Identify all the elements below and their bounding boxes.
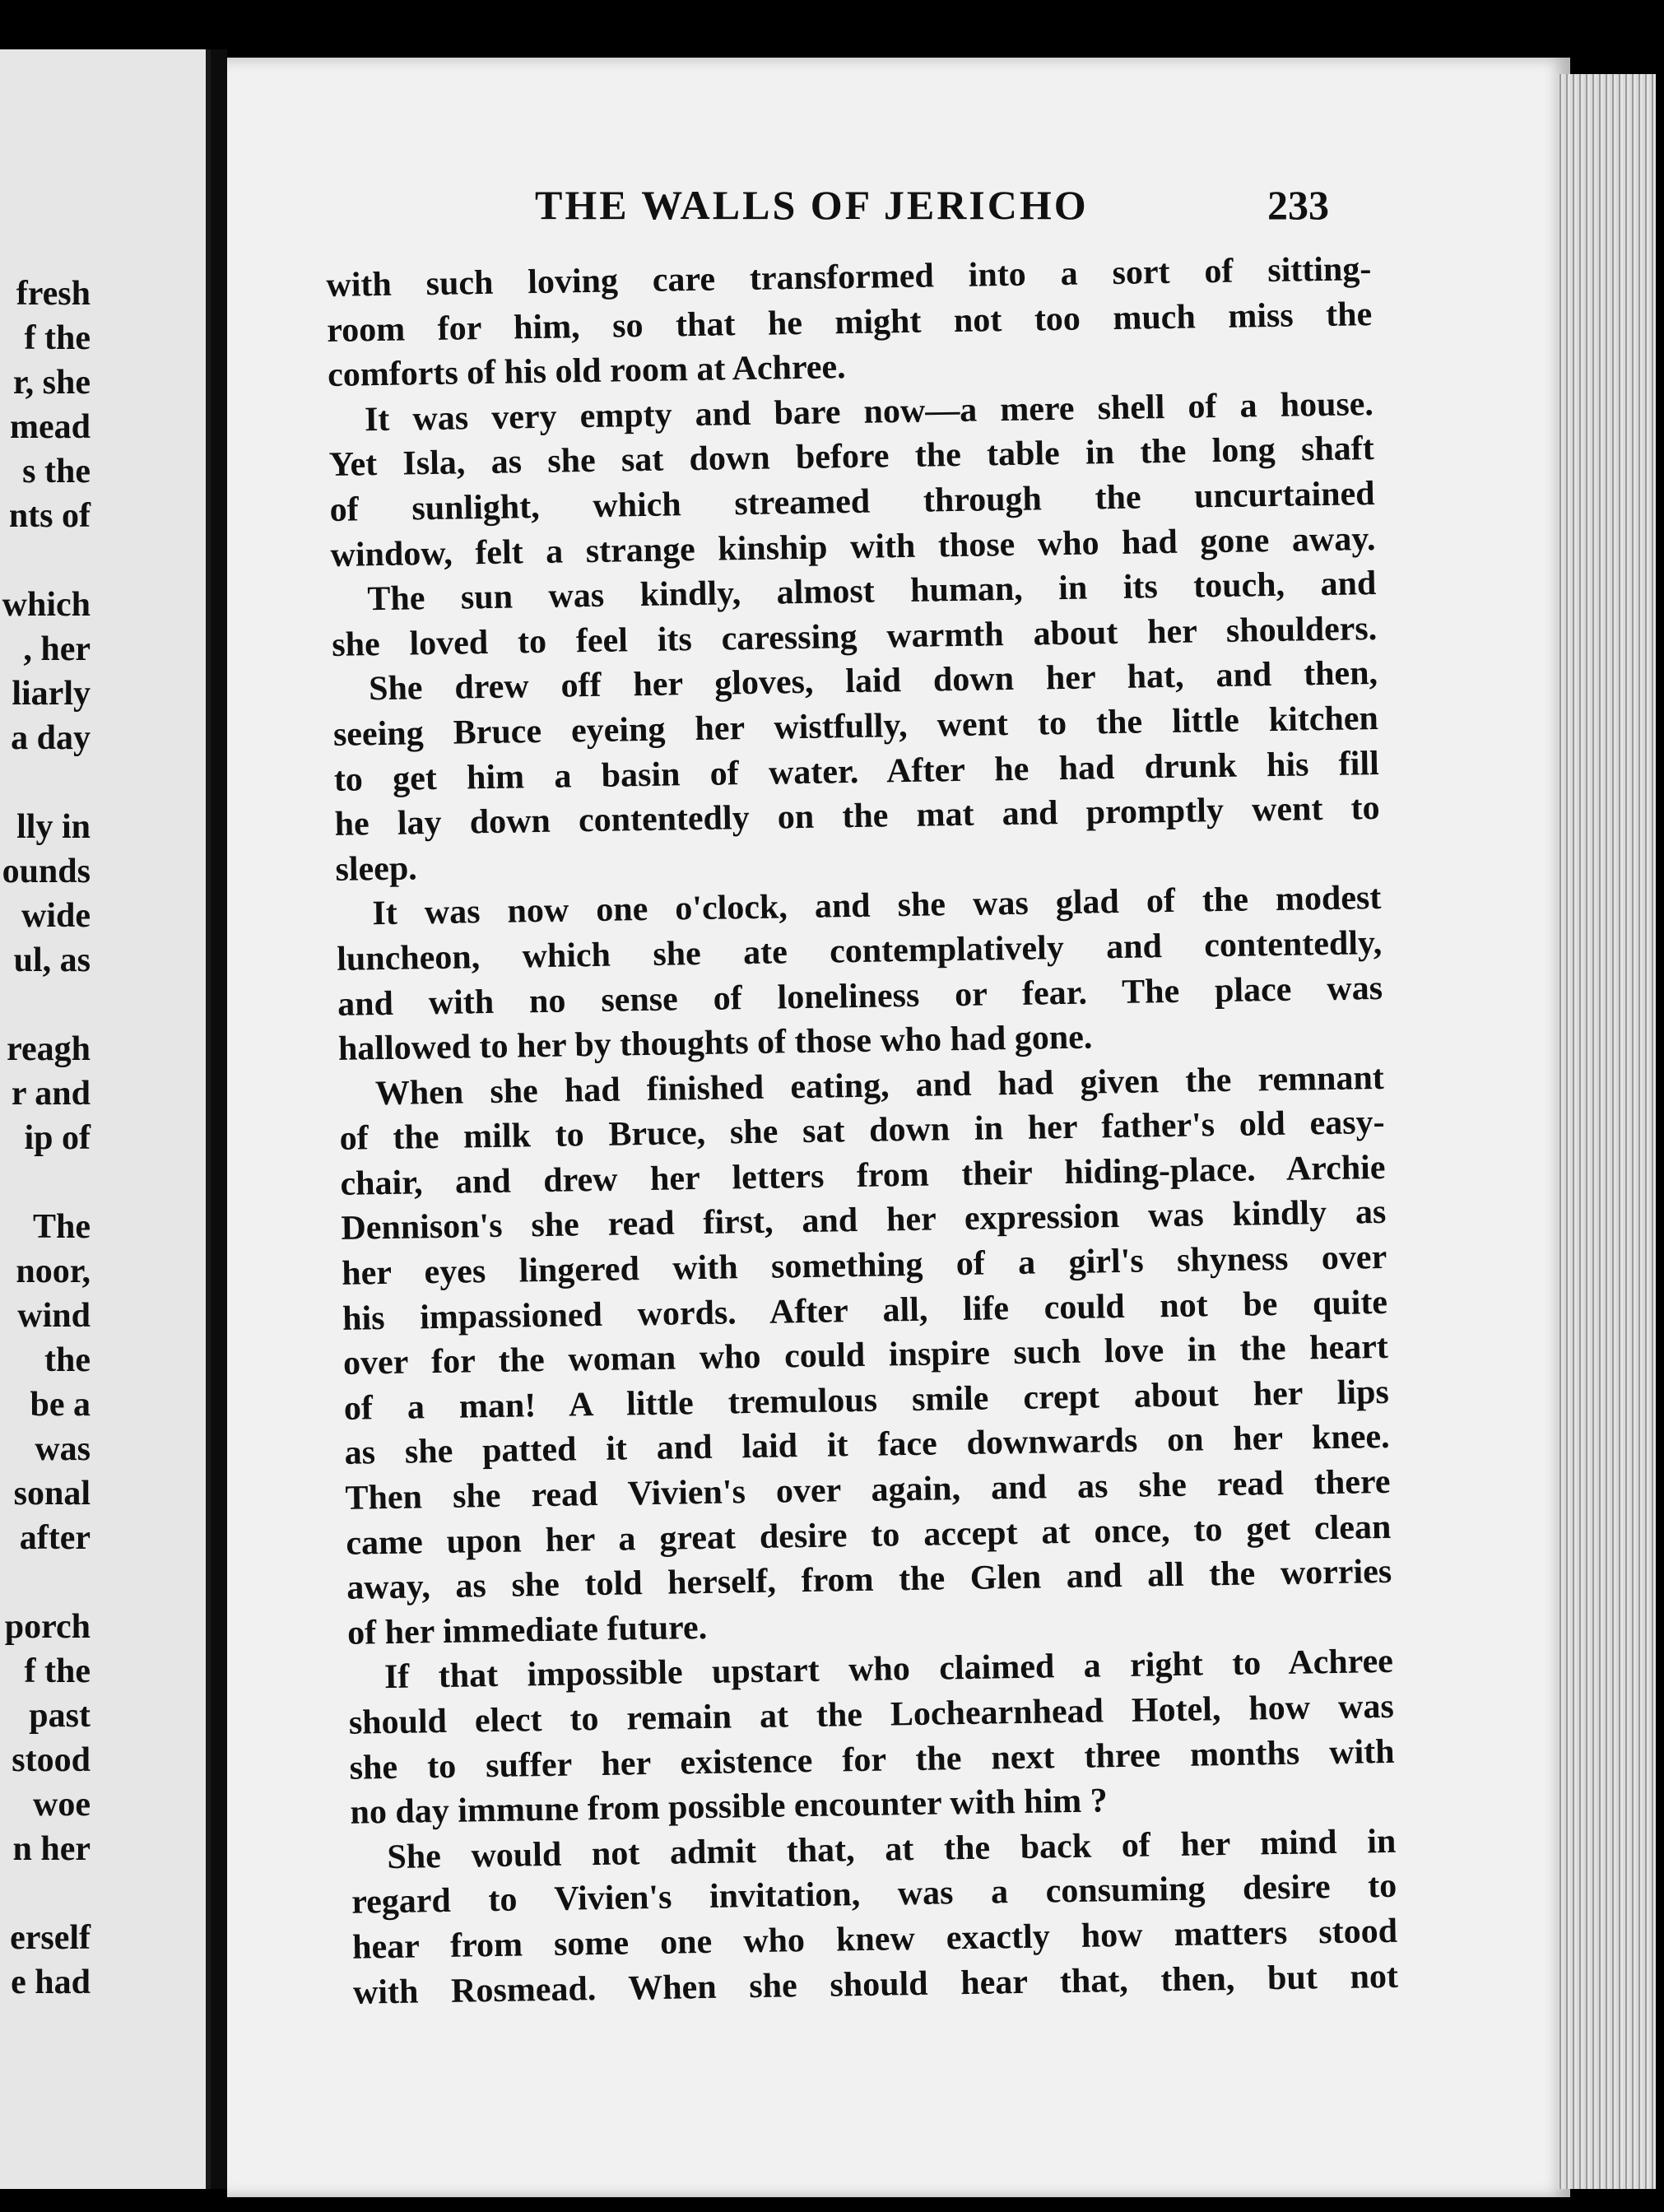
page-edges [1557, 74, 1656, 2189]
left-page-line: the [44, 1341, 91, 1379]
left-page-line: stood [12, 1741, 91, 1779]
text-line: window, felt a strange kinship with those who had gone away. [330, 519, 1376, 574]
left-page-line: f the [24, 319, 91, 357]
text-line: she loved to feel its caressing warmth about her shoulders. [331, 609, 1378, 664]
left-page-line: fresh [16, 275, 91, 313]
text-line: no day immune from possible encounter with him ? [350, 1782, 1109, 1832]
left-page-line: sonal [13, 1475, 91, 1513]
left-page-line: ip of [24, 1119, 91, 1157]
text-line: his impassioned words. After all, life could not be quite [342, 1283, 1388, 1338]
page-number: 233 [1267, 182, 1329, 228]
text-line: Yet Isla, as she sat down before the table in the long shaft [328, 430, 1375, 485]
text-line: he lay down contentedly on the mat and promptly went to [334, 789, 1380, 844]
left-page-line: lly in [16, 808, 91, 846]
text-line: She would not admit that, at the back of her mind in [387, 1822, 1397, 1876]
left-page-line: ul, as [13, 941, 91, 979]
text-line: When she had finished eating, and had given the remnant [374, 1058, 1385, 1113]
text-line: sleep. [335, 849, 418, 889]
left-page-line: erself [10, 1919, 91, 1957]
text-line: of sunlight, which streamed through the uncurtained [329, 474, 1375, 529]
text-line: It was now one o'clock, and she was glad of the modest [372, 879, 1382, 933]
left-page-line: mead [10, 408, 91, 446]
text-line: should elect to remain at the Lochearnhead Hotel, how was [348, 1687, 1395, 1742]
left-page-line: reagh [7, 1030, 91, 1068]
left-page-line: wind [17, 1297, 91, 1335]
text-line: of a man! A little tremulous smile crept about her lips [343, 1373, 1390, 1428]
text-line: away, as she told herself, from the Glen and all the worries [346, 1553, 1392, 1608]
left-page-line: f the [24, 1652, 91, 1690]
book-gutter [211, 49, 227, 2189]
left-page-line: porch [4, 1608, 91, 1646]
text-line: The sun was kindly, almost human, in its touch, and [367, 565, 1377, 619]
left-page-line: a day [11, 719, 91, 757]
left-page-line: The [32, 1208, 91, 1246]
left-page-line: after [19, 1519, 91, 1557]
text-line: If that impossible upstart who claimed a right to Achree [383, 1643, 1394, 1697]
left-page-line: wide [21, 897, 91, 935]
text-line: to get him a basin of water. After he had drunk his fill [333, 744, 1380, 799]
text-line: over for the woman who could inspire such love in the heart [342, 1328, 1389, 1383]
left-page-line: liarly [12, 675, 91, 713]
left-page-line: ounds [2, 853, 91, 890]
left-page-line: was [35, 1430, 91, 1468]
text-line: of the milk to Bruce, she sat down in her father's old easy- [339, 1104, 1385, 1159]
left-page-line: e had [11, 1963, 91, 2001]
text-line: and with no sense of loneliness or fear. The place was [337, 969, 1383, 1024]
text-line: of her immediate future. [346, 1608, 708, 1652]
text-line: she to suffer her existence for the next three months with [349, 1732, 1395, 1787]
text-line: with such loving care transformed into a sort of sitting- [326, 250, 1372, 304]
text-line: chair, and drew her letters from their hiding-place. Archie [340, 1148, 1386, 1203]
text-line: hear from some one who knew exactly how matters stood [351, 1912, 1398, 1967]
text-line: seeing Bruce eyeing her wistfully, went to the little kitchen [332, 699, 1379, 754]
text-line: She drew off her gloves, laid down her hat, and then, [368, 654, 1378, 709]
left-page-line: woe [33, 1786, 91, 1824]
text-line: room for him, so that he might not too much miss the [326, 295, 1373, 350]
left-page-line: nts of [8, 497, 91, 535]
left-page-line: be a [30, 1386, 91, 1424]
text-line: Dennison's she read first, and her expression was kindly as [341, 1193, 1387, 1248]
left-page-line: noor, [16, 1252, 91, 1290]
body-text [326, 247, 1398, 2015]
left-page-line: r and [11, 1075, 91, 1113]
running-title: THE WALLS OF JERICHO [535, 182, 1089, 228]
text-line: as she patted it and laid it face downwards on her knee. [344, 1418, 1390, 1473]
left-page-line: n her [12, 1830, 91, 1868]
text-line: hallowed to her by thoughts of those who had gone. [337, 1018, 1093, 1068]
text-line: with Rosmead. When she should hear that, then, but not [352, 1957, 1399, 2012]
text-line: came upon her a great desire to accept at once, to get clean [346, 1508, 1392, 1563]
left-page-line: s the [22, 453, 91, 490]
left-facing-page [0, 49, 211, 2189]
text-line: comforts of his old room at Achree. [327, 348, 846, 395]
left-page-line: r, she [12, 364, 91, 402]
left-page-line: past [29, 1697, 91, 1735]
text-line: her eyes lingered with something of a girl's shyness over [341, 1238, 1387, 1293]
left-page-line: , her [23, 630, 91, 668]
text-line: luncheon, which she ate contemplatively and contentedly, [336, 923, 1383, 978]
text-line: regard to Vivien's invitation, was a consuming desire to [351, 1867, 1397, 1922]
text-line: Then she read Vivien's over again, and as she read there [345, 1462, 1391, 1517]
left-page-line: which [2, 586, 91, 624]
text-line: It was very empty and bare now—a mere shell of a house. [364, 384, 1374, 439]
